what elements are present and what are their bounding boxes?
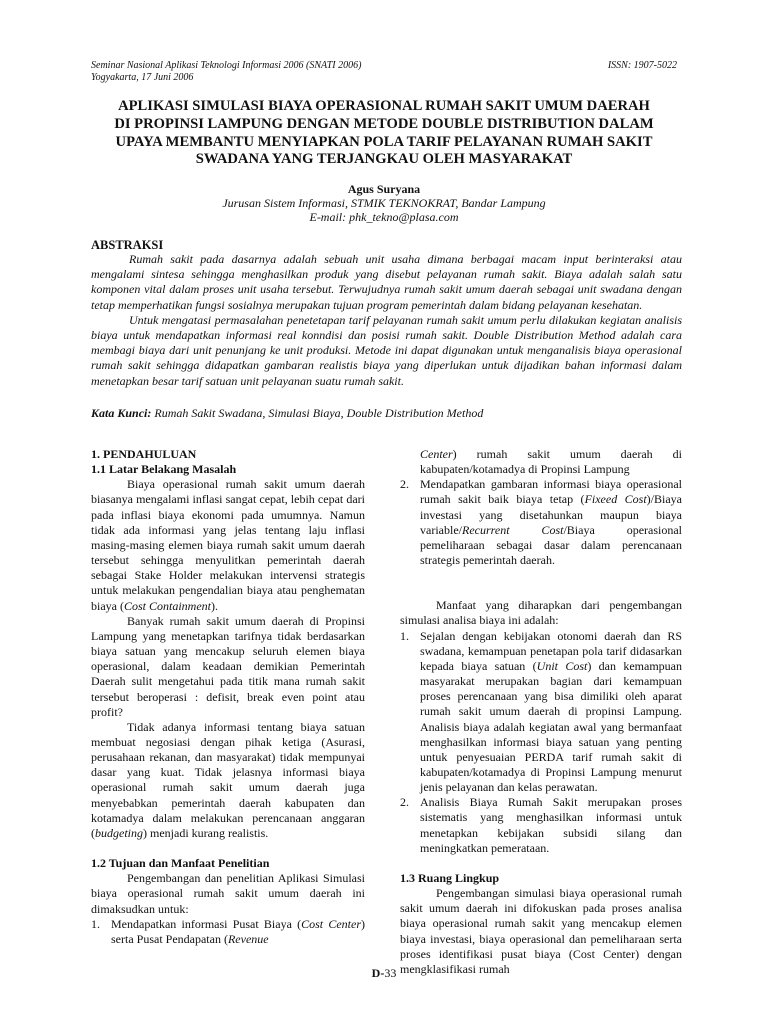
list-item: 2. Mendapatkan gambaran informasi biaya operasional rumah sakit baik biaya tetap (Fixeed Cost)/Biaya investasi yang disetahunkan maupun biaya variable/Recurrent Cost/Biaya operasional pemeliharaan sebagai dasar dalam perencanaan strategis pemerintah daerah. <box>400 477 683 568</box>
keywords-label: Kata Kunci: <box>91 406 152 420</box>
left-column <box>91 447 365 947</box>
paragraph-latar-1: Biaya operasional rumah sakit umum daerah biasanya mengalami inflasi sangat cepat, lebih cepat dari pada inflasi biaya ekonomi pada umumnya. Namun tidak ada informasi yang jelas tentang laju inflasi masing-masing elemen biaya rumah sakit umum daerah tersebut sehingga menyulitkan pemerintah daerah sebagai Stake Holder melakukan intervensi strategis untuk melakukan pengendalian biaya atau penghematan biaya (Cost Containment). <box>91 477 365 613</box>
keywords-text: Rumah Sakit Swadana, Simulasi Biaya, Double Distribution Method <box>151 406 484 420</box>
title-line-2: DI PROPINSI LAMPUNG DENGAN METODE DOUBLE DISTRIBUTION DALAM <box>114 115 654 132</box>
list-item: 2. Analisis Biaya Rumah Sakit merupakan proses sistematis yang menghasilkan informasi untuk menetapkan kebijakan subsidi silang dan meningkatkan pemerataan. <box>400 795 682 855</box>
author-affiliation: Jurusan Sistem Informasi, STMIK TEKNOKRAT, Bandar Lampung <box>222 196 546 210</box>
title-line-4: SWADANA YANG TERJANGKAU OLEH MASYARAKAT <box>195 151 573 168</box>
paragraph-tujuan: Pengembangan dan penelitian Aplikasi Simulasi biaya operasional rumah sakit umum daerah ini dimaksudkan untuk: <box>91 871 365 916</box>
paragraph-ruang-lingkup: Pengembangan simulasi biaya operasional rumah sakit umum daerah ini difokuskan pada proses analisa biaya operasional rumah sakit yang mencakup elemen biaya investasi, biaya operasional dan pemeliharaan serta proses identifikasi pusat biaya (Cost Center) dengan mengklasifikasi rumah <box>400 886 682 976</box>
conference-name: Seminar Nasional Aplikasi Teknologi Informasi 2006 (SNATI 2006) <box>91 60 362 71</box>
author-email: E-mail: phk_tekno@plasa.com <box>309 210 459 224</box>
issn-label: ISSN: 1907-5022 <box>607 60 677 71</box>
abstract-heading: ABSTRAKSI <box>91 238 164 252</box>
keywords-line <box>91 406 682 420</box>
page-number: D-33 <box>371 966 397 980</box>
author-block <box>60 182 708 224</box>
section-1-3-heading: 1.3 Ruang Lingkup <box>400 870 500 885</box>
title-line-1: APLIKASI SIMULASI BIAYA OPERASIONAL RUMAH SAKIT UMUM DAERAH <box>118 98 650 114</box>
paper-title <box>60 98 708 169</box>
running-header-left <box>91 60 361 84</box>
paragraph-latar-2: Banyak rumah sakit umum daerah di Propinsi Lampung yang menetapkan tarifnya tidak berdasarkan biaya satuan yang mencakup seluruh elemen biaya operasional, dalam keadaan demikian Pemerintah Daerah sulit mengetahui pada titik mana rumah sakit tersebut beroperasi : defisit, break even point atau profit? <box>91 613 365 719</box>
right-column <box>400 447 682 977</box>
author-name: Agus Suryana <box>347 182 421 196</box>
list-item: 1. Sejalan dengan kebijakan otonomi daerah dan RS swadana, kemampuan penetapan pola tarif didasarkan kepada biaya satuan (Unit Cost) dan kemampuan masyarakat merupakan bagian dari kemampuan proses perencanaan yang bisa dimiliki oleh aparat rumah sakit umum daerah di propinsi Lampung. Analisis biaya adalah kegiatan awal yang bermanfaat menghasilkan informasi biaya satuan yang penting untuk penyesuaian PERDA tarif rumah sakit di kabupaten/kotamadya di Propinsi Lampung menurut jenis pelayanan dan kelas perawatan. <box>400 628 682 795</box>
abstract-paragraph-2: Untuk mengatasi permasalahan penetetapan tarif pelayanan rumah sakit umum perlu dilakukan kegiatan analisis biaya untuk mendapatkan informasi real konndisi dan posisi rumah sakit. Double Distribution Method adalah cara membagi biaya dari unit penunjang ke unit produksi. Metode ini dapat digunakan untuk menganalisis biaya operasional rumah sakit sehingga didapatkan gambaran realistis biaya yang diperlukan untuk dijadikan bahan informasi dalam menetapkan besar tarif satuan unit pelayanan suatu rumah sakit. <box>91 312 682 388</box>
section-1-2-heading: 1.2 Tujuan dan Manfaat Penelitian <box>91 856 270 871</box>
list-item-continued: Center) rumah sakit umum daerah di kabupaten/kotamadya di Propinsi Lampung <box>420 447 682 477</box>
conference-place-date: Yogyakarta, 17 Juni 2006 <box>91 72 194 83</box>
abstract-section <box>91 238 682 389</box>
title-line-3: UPAYA MEMBANTU MENYIAPKAN POLA TARIF PELAYANAN RUMAH SAKIT <box>115 133 653 150</box>
section-1-heading: 1. PENDAHULUAN <box>91 447 197 461</box>
paragraph-manfaat: Manfaat yang diharapkan dari pengembangan simulasi analisa biaya ini adalah: <box>400 598 682 628</box>
list-item: 1. Mendapatkan informasi Pusat Biaya (Cost Center) serta Pusat Pendapatan (Revenue <box>91 916 365 946</box>
section-1-1-heading: 1.1 Latar Belakang Masalah <box>91 462 237 477</box>
abstract-paragraph-1: Rumah sakit pada dasarnya adalah sebuah unit usaha dimana berbagai macam input berinteraksi atau mengalami sintesa sehingga menghasilkan produk yang disebut pelayanan rumah sakit. Biaya adalah salah satu komponen vital dalam proses unit usaha tersebut. Terwujudnya rumah sakit umum daerah sebagai unit swadana dengan tetap memperhatikan fungsi sosialnya merupakan tujuan program pemerintah dalam bidang pelayanan kesehatan. <box>91 252 682 312</box>
paragraph-latar-3: Tidak adanya informasi tentang biaya satuan membuat negosiasi dengan pihak ketiga (Asurasi, perusahaan rekanan, dan masyarakat) tidak mempunyai dasar yang kuat. Tidak jelasnya informasi biaya operasional rumah sakit umum daerah juga menyebabkan pemerintah daerah kabupaten dan kotamadya dalam melakukan perencanaan anggaran (budgeting) menjadi kurang realistis. <box>91 719 365 840</box>
